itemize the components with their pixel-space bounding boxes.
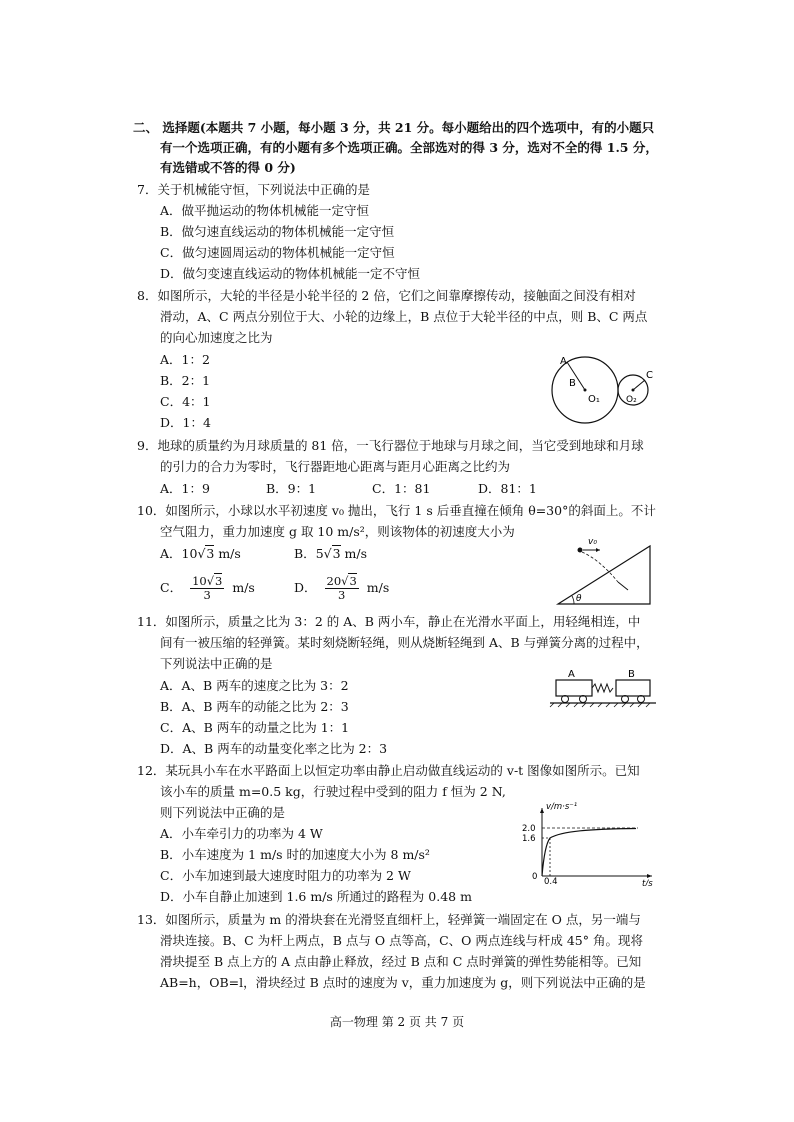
q9-option-b: B．9：1: [266, 481, 317, 496]
q10-stem-line1: 10．如图所示，小球以水平初速度 v₀ 抛出，飞行 1 s 后垂直撞在倾角 θ=30°的斜面上。不计: [137, 503, 656, 518]
q11-option-c: C．A、B 两车的动量之比为 1：1: [160, 720, 350, 735]
cart-b: [616, 680, 650, 696]
q7-option-a: A．做平抛运动的物体机械能一定守恒: [160, 203, 370, 218]
big-wheel-center: [584, 389, 587, 392]
y-tick-2-0: 2.0: [522, 824, 536, 834]
section-title-line1: 二、 选择题(本题共 7 小题，每小题 3 分，共 21 分。每小题给出的四个选项中，有的小题只: [133, 120, 655, 135]
q7-option-d: D．做匀变速直线运动的物体机械能一定不守恒: [160, 266, 421, 281]
q8-wheels-figure: [548, 350, 658, 430]
y-axis-arrow: [540, 808, 544, 813]
vt-curve: [542, 829, 636, 877]
q10-option-b-label: B．: [294, 546, 316, 561]
q9-option-a: A．1：9: [160, 481, 210, 496]
q10-option-a-label: A．: [160, 546, 182, 561]
q8-stem-line2: 滑动，A、C 两点分别位于大、小轮的边缘上，B 点位于大轮半径的中点，则 B、C 两点: [160, 309, 648, 324]
q12-option-d: D．小车自静止加速到 1.6 m/s 所通过的路程为 0.48 m: [160, 889, 472, 904]
small-wheel-radius: [633, 380, 645, 390]
q10-option-c-fraction: $\frac{10√3}{3}$: [192, 574, 223, 602]
q10-option-c-unit: m/s: [232, 580, 255, 595]
q10-option-b: B．5√3 m/s: [294, 546, 368, 561]
cart-a: [556, 680, 592, 696]
q13-stem-line1: 13．如图所示，质量为 m 的滑块套在光滑竖直细杆上，轻弹簧一端固定在 O 点，另一端与: [137, 912, 641, 927]
y-tick-1-6: 1.6: [522, 834, 536, 844]
q11-option-b: B．A、B 两车的动能之比为 2：3: [160, 699, 349, 714]
y-axis-label: v/m·s⁻¹: [546, 802, 578, 812]
q13-stem-line2: 滑块连接。B、C 为杆上两点，B 点与 O 点等高，C、O 两点连线与杆成 45° 角。现将: [160, 933, 643, 948]
q11-stem-line1: 11．如图所示，质量之比为 3：2 的 A、B 两小车，静止在光滑水平面上，用轻绳相连，中: [137, 614, 641, 629]
q10-option-b-radicand: 3: [332, 546, 341, 561]
incline-triangle: [558, 546, 650, 604]
label-o1: O₁: [588, 394, 600, 405]
q9-stem-line2: 的引力的合力为零时，飞行器距地心距离与距月心距离之比约为: [160, 459, 511, 474]
q10-option-d-radicand: 3: [349, 574, 357, 588]
origin-label: 0: [532, 872, 538, 882]
q12-option-a: A．小车牵引力的功率为 4 W: [160, 826, 323, 841]
q11-carts-figure: [548, 666, 660, 708]
velocity-arrowhead: [596, 548, 600, 552]
q12-vt-graph: [510, 800, 660, 886]
label-theta: θ: [576, 594, 582, 604]
label-o2: O₂: [626, 395, 637, 405]
impact-normal: [618, 582, 628, 590]
section-title-line3: 有选错或不答的得 0 分): [160, 160, 296, 175]
q10-option-d-fraction: $\frac{20√3}{3}$: [326, 574, 357, 602]
q10-option-d-unit: m/s: [366, 580, 390, 595]
q10-option-c-radicand: 3: [215, 574, 223, 588]
q10-incline-figure: [552, 538, 662, 610]
q7-option-c: C．做匀速圆周运动的物体机械能一定守恒: [160, 245, 395, 260]
label-v0: v₀: [588, 538, 597, 547]
q10-option-c: [160, 573, 255, 603]
q12-stem-line2: 该小车的质量 m=0.5 kg，行驶过程中受到的阻力 f 恒为 2 N,: [160, 784, 506, 799]
q8-stem-line3: 的向心加速度之比为: [160, 330, 273, 345]
label-c: C: [646, 370, 653, 381]
q10-option-c-coef: 10: [192, 574, 207, 588]
q8-stem-line1: 8．如图所示，大轮的半径是小轮半径的 2 倍，它们之间靠摩擦传动，接触面之间没有相对: [137, 288, 636, 303]
q8-option-c: C．4：1: [160, 394, 211, 409]
q12-option-c: C．小车加速到最大速度时阻力的功率为 2 W: [160, 868, 411, 883]
page-footer: 高一物理 第 2 页 共 7 页: [329, 1015, 465, 1029]
q12-stem-line1: 12．某玩具小车在水平路面上以恒定功率由静止启动做直线运动的 v-t 图像如图所示。已知: [137, 763, 640, 778]
q8-option-a: A．1：2: [160, 352, 210, 367]
spring: [592, 684, 613, 692]
angle-arc: [572, 596, 574, 604]
q12-stem-line3: 则下列说法中正确的是: [160, 805, 286, 820]
q13-stem-line4: AB=h，OB=l，滑块经过 B 点时的速度为 v，重力加速度为 g，则下列说法中正确的是: [160, 975, 646, 990]
x-axis-arrow: [647, 874, 652, 878]
q10-option-d-coef: 20: [326, 574, 342, 588]
q10-option-c-denominator: 3: [203, 588, 211, 602]
q10-option-a-unit: m/s: [214, 546, 241, 561]
x-tick-0-4: 0.4: [544, 877, 558, 886]
label-a: A: [560, 356, 567, 367]
small-wheel-center: [632, 389, 635, 392]
section-title-line2: 有一个选项正确，有的小题有多个选项正确。全部选对的得 3 分，选对不全的得 1.5 分，: [160, 140, 658, 155]
q10-option-d: [294, 573, 389, 603]
x-axis-label: t/s: [642, 879, 653, 886]
q9-option-d: D．81：1: [478, 481, 537, 496]
q10-option-c-label: C．: [160, 580, 183, 595]
label-a: A: [568, 669, 575, 680]
q11-option-a: A．A、B 两车的速度之比为 3：2: [160, 678, 349, 693]
q10-option-d-label: D．: [294, 580, 317, 595]
q10-option-b-unit: m/s: [340, 546, 368, 561]
q10-option-a-radicand: 3: [206, 546, 215, 561]
q11-option-d: D．A、B 两车的动量变化率之比为 2：3: [160, 741, 388, 756]
q9-option-c: C．1：81: [372, 481, 431, 496]
q11-stem-line3: 下列说法中正确的是: [160, 656, 273, 671]
q10-stem-line2: 空气阻力，重力加速度 g 取 10 m/s²，则该物体的初速度大小为: [160, 524, 515, 539]
q10-option-d-denominator: 3: [338, 588, 346, 602]
q8-option-b: B．2：1: [160, 373, 211, 388]
q11-stem-line2: 间有一被压缩的轻弹簧。某时刻烧断轻绳，则从烧断轻绳到 A、B 与弹簧分离的过程中，: [160, 635, 649, 650]
q9-stem-line1: 9．地球的质量约为月球质量的 81 倍，一飞行器位于地球与月球之间，当它受到地球和月球: [137, 438, 644, 453]
q10-option-a-coef: 10: [181, 546, 198, 561]
q12-option-b: B．小车速度为 1 m/s 时的加速度大小为 8 m/s²: [160, 847, 430, 862]
q10-option-a: A．10√3 m/s: [160, 546, 241, 561]
q13-stem-line3: 滑块提至 B 点上方的 A 点由静止释放，经过 B 点和 C 点时弹簧的弹性势能相等。已知: [160, 954, 642, 969]
q7-option-b: B．做匀速直线运动的物体机械能一定守恒: [160, 224, 395, 239]
q7-stem: 7．关于机械能守恒，下列说法中正确的是: [137, 182, 370, 197]
q8-option-d: D．1：4: [160, 415, 211, 430]
label-b: B: [569, 378, 576, 389]
label-b: B: [628, 669, 635, 680]
ball: [578, 548, 583, 553]
q10-option-b-coef: 5: [315, 546, 324, 561]
